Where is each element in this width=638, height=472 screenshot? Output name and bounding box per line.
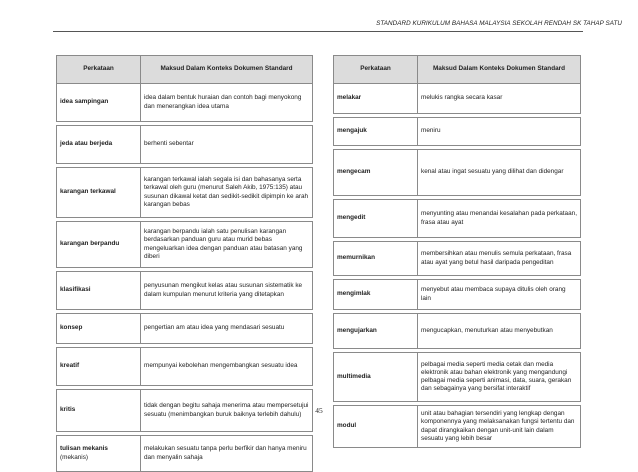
term-note: (mekanis) xyxy=(60,453,89,461)
term-text: karangan berpandu xyxy=(60,240,120,248)
column-header-term: Perkataan xyxy=(57,56,141,84)
meaning-cell: menyebut atau membaca supaya ditulis oleh orang lain xyxy=(418,280,581,310)
term-cell xyxy=(334,200,418,238)
term-text: jeda atau berjeda xyxy=(60,140,113,148)
table-row xyxy=(334,84,581,114)
table-row xyxy=(57,84,313,122)
term-cell xyxy=(57,126,141,164)
term-text: modul xyxy=(337,422,357,430)
glossary-table-right xyxy=(333,55,581,448)
term-cell xyxy=(334,84,418,114)
term-cell xyxy=(57,84,141,122)
term-cell xyxy=(57,168,141,218)
term-text: kreatif xyxy=(60,362,80,370)
term-text: tulisan mekanis xyxy=(60,445,108,453)
meaning-cell: unit atau bahagian tersendiri yang lengkap dengan komponennya yang melaksanakan fungsi tertentu dan dapat dirangkaikan dengan unit-unit lain dalam sesuatu yang lebih besar xyxy=(418,406,581,448)
term-cell xyxy=(334,118,418,146)
meaning-cell: membersihkan atau menulis semula perkataan, frasa atau ayat yang betul hasil daripada pengeditan xyxy=(418,242,581,276)
term-text: mengujarkan xyxy=(337,326,377,334)
term-cell xyxy=(57,222,141,268)
table-header-row xyxy=(57,56,313,84)
meaning-cell: meniru xyxy=(418,118,581,146)
meaning-cell: melakukan sesuatu tanpa perlu berfikir dan hanya meniru dan menyalin sahaja xyxy=(141,436,313,472)
table-row xyxy=(57,222,313,268)
term-cell xyxy=(334,150,418,196)
table-row xyxy=(334,353,581,402)
term-text: kritis xyxy=(60,406,76,414)
term-text: memurnikan xyxy=(337,254,376,262)
meaning-cell: karangan berpandu ialah satu penulisan karangan berdasarkan panduan guru atau murid bebas mengeluarkan idea dengan panduan atau batasan yang diberi xyxy=(141,222,313,268)
table-row xyxy=(57,272,313,310)
table-row xyxy=(334,242,581,276)
term-text: idea sampingan xyxy=(60,98,109,106)
meaning-cell: penyusunan mengikut kelas atau susunan sistematik ke dalam kumpulan menurut kriteria yang ditetapkan xyxy=(141,272,313,310)
column-header-meaning: Maksud Dalam Konteks Dokumen Standard xyxy=(141,56,313,84)
column-header-term: Perkataan xyxy=(334,56,418,84)
table-header-row xyxy=(334,56,581,84)
running-header: STANDARD KURIKULUM BAHASA MALAYSIA SEKOLAH RENDAH SK TAHAP SATU xyxy=(376,20,622,27)
table-row xyxy=(334,150,581,196)
header-rule xyxy=(53,31,583,32)
table-row xyxy=(57,126,313,164)
meaning-cell: mengucapkan, menuturkan atau menyebutkan xyxy=(418,314,581,349)
meaning-cell: kenal atau ingat sesuatu yang dilihat dan didengar xyxy=(418,150,581,196)
term-cell xyxy=(57,272,141,310)
page-number: 45 xyxy=(315,406,323,415)
term-text: multimedia xyxy=(337,372,371,380)
table-row xyxy=(57,168,313,218)
table-row xyxy=(334,314,581,349)
meaning-cell: pelbagai media seperti media cetak dan media elektronik atau bahan elektronik yang mengandungi pelbagai media seperti animasi, data, suara, gerakan dan sebagainya yang bersifat interaktif xyxy=(418,353,581,402)
term-text: mengajuk xyxy=(337,127,367,135)
term-text: klasifikasi xyxy=(60,286,91,294)
meaning-cell: menyunting atau menandai kesalahan pada perkataan, frasa atau ayat xyxy=(418,200,581,238)
table-row xyxy=(57,348,313,386)
meaning-cell: pengertian am atau idea yang mendasari sesuatu xyxy=(141,314,313,344)
term-text: karangan terkawal xyxy=(60,188,116,196)
term-cell xyxy=(334,242,418,276)
term-text: mengedit xyxy=(337,214,366,222)
table-row xyxy=(334,118,581,146)
term-text: melakar xyxy=(337,94,362,102)
meaning-cell: mempunyai kebolehan mengembangkan sesuatu idea xyxy=(141,348,313,386)
term-text: mengimlak xyxy=(337,290,371,298)
term-cell xyxy=(57,314,141,344)
table-row xyxy=(334,200,581,238)
term-text: mengecam xyxy=(337,168,371,176)
term-cell xyxy=(334,314,418,349)
term-text: konsep xyxy=(60,324,83,332)
term-cell xyxy=(334,353,418,402)
meaning-cell: karangan terkawal ialah segala isi dan bahasanya serta terkawal oleh guru (menurut Saleh Akib, 1975:135) atau susunan dikawal ketat dan sedikit-sedikit dipimpin ke arah karangan bebas xyxy=(141,168,313,218)
term-cell xyxy=(334,280,418,310)
table-row xyxy=(334,280,581,310)
meaning-cell: tidak dengan begitu sahaja menerima atau mempersetujui sesuatu (menimbangkan buruk baiknya terlebih dahulu) xyxy=(141,390,313,432)
table-row xyxy=(57,314,313,344)
column-header-meaning: Maksud Dalam Konteks Dokumen Standard xyxy=(418,56,581,84)
meaning-cell: melukis rangka secara kasar xyxy=(418,84,581,114)
term-cell xyxy=(57,436,141,472)
meaning-cell: idea dalam bentuk huraian dan contoh bagi menyokong dan menerangkan idea utama xyxy=(141,84,313,122)
meaning-cell: berhenti sebentar xyxy=(141,126,313,164)
table-row xyxy=(57,436,313,472)
term-cell xyxy=(57,348,141,386)
